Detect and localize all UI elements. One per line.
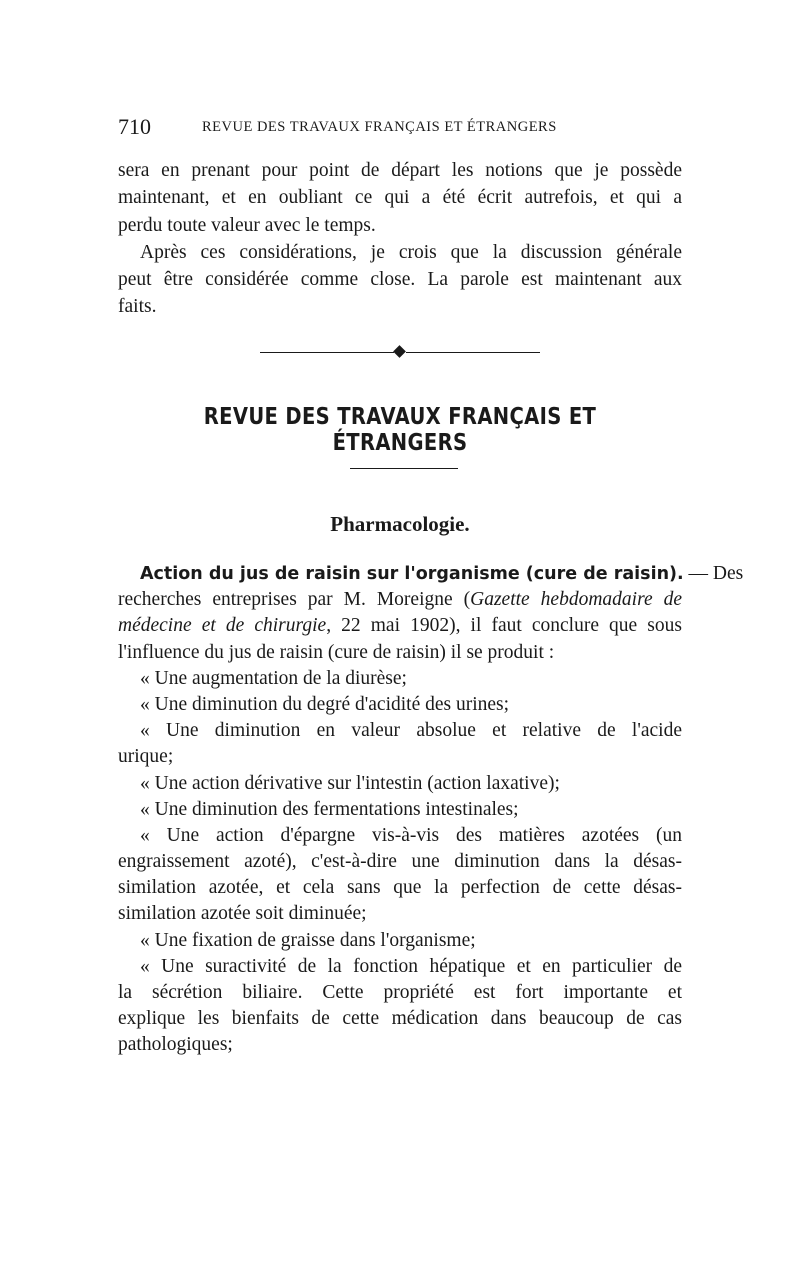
- divider-rule-left: [260, 352, 394, 353]
- list-item: similation azotée, et cela sans que la perfection de cette désas-: [118, 877, 682, 899]
- list-item: « Une diminution des fermentations intestinales;: [140, 798, 519, 820]
- list-item: « Une diminution en valeur absolue et relative de l'acide: [140, 720, 682, 742]
- list-item: pathologiques;: [118, 1034, 233, 1056]
- article-lead: Action du jus de raisin sur l'organisme (cure de raisin).: [140, 564, 684, 584]
- list-item: « Une action dérivative sur l'intestin (action laxative);: [140, 772, 560, 794]
- diamond-ornament-icon: [393, 345, 406, 358]
- list-item: « Une fixation de graisse dans l'organisme;: [140, 929, 476, 951]
- article-line: l'influence du jus de raisin (cure de raisin) il se produit :: [118, 641, 555, 663]
- paragraph-line: sera en prenant pour point de départ les notions que je possède: [118, 160, 682, 181]
- paragraph-line: perdu toute valeur avec le temps.: [118, 214, 376, 236]
- list-item: explique les bienfaits de cette médication dans beaucoup de cas: [118, 1008, 682, 1030]
- list-item: « Une augmentation de la diurèse;: [140, 667, 407, 689]
- list-item: engraissement azoté), c'est-à-dire une diminution dans la désas-: [118, 851, 682, 873]
- list-item: la sécrétion biliaire. Cette propriété est fort importante et: [118, 982, 682, 1003]
- article-body: [118, 561, 744, 1059]
- paragraph-line: Après ces considérations, je crois que la discussion générale: [140, 241, 682, 263]
- list-item: urique;: [118, 746, 174, 768]
- short-divider-rule: [350, 468, 458, 469]
- running-title: REVUE DES TRAVAUX FRANÇAIS ET ÉTRANGERS: [202, 119, 557, 135]
- list-item: « Une diminution du degré d'acidité des urines;: [140, 693, 510, 715]
- list-item: « Une suractivité de la fonction hépatique et en particulier de: [140, 955, 682, 977]
- article-text: recherches entreprises par M. Moreigne (: [118, 589, 471, 611]
- journal-title: médecine et de chirurgie: [118, 615, 327, 637]
- article-text: , 22 mai 1902), il faut conclure que sous: [326, 615, 682, 637]
- article-line: [118, 613, 682, 639]
- divider-rule-right: [406, 352, 540, 353]
- article-line: [118, 561, 744, 587]
- previous-article-ending: [118, 157, 682, 321]
- section-title: REVUE DES TRAVAUX FRANÇAIS ET ÉTRANGERS: [203, 404, 597, 456]
- running-head: [118, 114, 682, 144]
- list-item: « Une action d'épargne vis-à-vis des matières azotées (un: [140, 824, 682, 846]
- subsection-title: Pharmacologie.: [330, 512, 470, 536]
- list-item: similation azotée soit diminuée;: [118, 903, 367, 925]
- article-text: — Des: [683, 563, 744, 584]
- paragraph-line: maintenant, et en oubliant ce qui a été écrit autrefois, et qui a: [118, 187, 682, 209]
- paragraph-line: faits.: [118, 296, 157, 318]
- page-number: 710: [118, 114, 151, 139]
- journal-title: Gazette hebdomadaire de: [470, 589, 682, 611]
- paragraph-line: peut être considérée comme close. La parole est maintenant aux: [118, 269, 682, 291]
- section-divider-ornament: [260, 344, 540, 360]
- article-line: [118, 587, 682, 613]
